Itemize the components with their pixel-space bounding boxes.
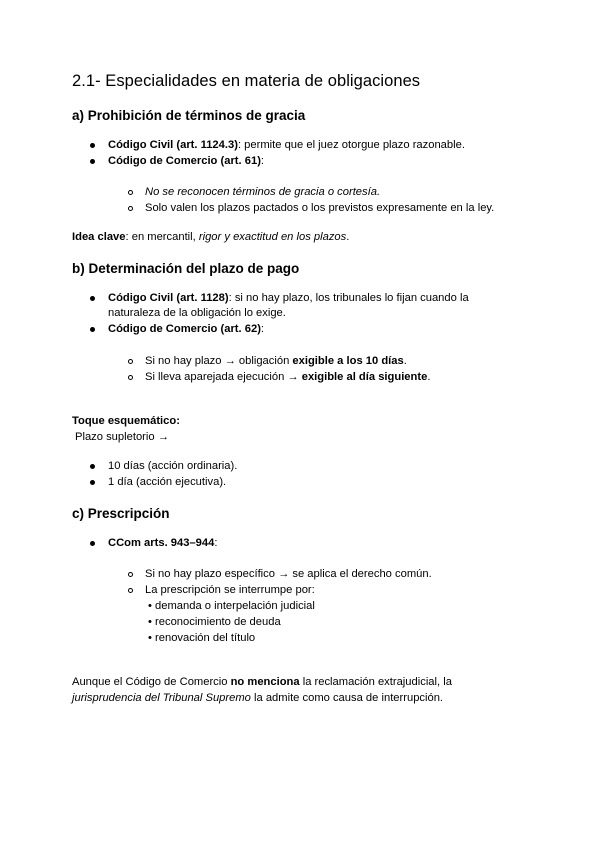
idea-clave: Idea clave: en mercantil, rigor y exactitud en los plazos.: [72, 231, 350, 243]
bullet-dot-icon: [90, 541, 95, 546]
bullet-circle-icon: [128, 375, 133, 380]
bullet-dot-icon: [90, 159, 95, 164]
bullet-circle-icon: [128, 359, 133, 364]
section-a-sub-2: Solo valen los plazos pactados o los previstos expresamente en la ley.: [145, 202, 495, 214]
subsub-item-3: • renovación del título: [148, 632, 256, 644]
section-c-sub-1: Si no hay plazo específico → se aplica el derecho común.: [145, 568, 432, 580]
section-b-sub-1: Si no hay plazo → obligación exigible a los 10 días.: [145, 355, 407, 367]
bullet-dot-icon: [90, 327, 95, 332]
section-b-item-2: Código de Comercio (art. 62):: [108, 323, 265, 335]
bullet-circle-icon: [128, 206, 133, 211]
bullet-circle-icon: [128, 588, 133, 593]
bullet-dot-icon: [90, 480, 95, 485]
section-c-heading: c) Prescripción: [72, 506, 170, 521]
section-b-sub-2: Si lleva aparejada ejecución → exigible al día siguiente.: [145, 371, 431, 383]
toque-line: Plazo supletorio →: [75, 431, 169, 443]
page-title: 2.1- Especialidades en materia de obligaciones: [72, 72, 421, 90]
closing-line-1: Aunque el Código de Comercio no menciona la reclamación extrajudicial, la: [72, 676, 452, 688]
section-b-heading: b) Determinación del plazo de pago: [72, 261, 300, 276]
bullet-dot-icon: [90, 143, 95, 148]
section-a-heading: a) Prohibición de términos de gracia: [72, 108, 306, 123]
section-b-item-1: Código Civil (art. 1128): si no hay plazo, los tribunales lo fijan cuando la: [108, 292, 469, 304]
section-b-item-1-cont: naturaleza de la obligación lo exige.: [108, 307, 286, 319]
bullet-circle-icon: [128, 190, 133, 195]
section-a-item-2: Código de Comercio (art. 61):: [108, 155, 265, 167]
section-a-sub-1: No se reconocen términos de gracia o cortesía.: [145, 186, 381, 198]
section-c-sub-2: La prescripción se interrumpe por:: [145, 584, 315, 596]
subsub-item-1: • demanda o interpelación judicial: [148, 600, 315, 612]
closing-line-2: jurisprudencia del Tribunal Supremo la admite como causa de interrupción.: [72, 692, 444, 704]
toque-heading: Toque esquemático:: [72, 415, 180, 427]
section-a-item-1: Código Civil (art. 1124.3): permite que el juez otorgue plazo razonable.: [108, 139, 465, 151]
toque-item-2: 1 día (acción ejecutiva).: [108, 476, 227, 488]
bullet-circle-icon: [128, 572, 133, 577]
toque-item-1: 10 días (acción ordinaria).: [108, 460, 238, 472]
subsub-item-2: • reconocimiento de deuda: [148, 616, 281, 628]
bullet-dot-icon: [90, 296, 95, 301]
bullet-dot-icon: [90, 464, 95, 469]
section-c-item-1: CCom arts. 943–944:: [108, 537, 218, 549]
